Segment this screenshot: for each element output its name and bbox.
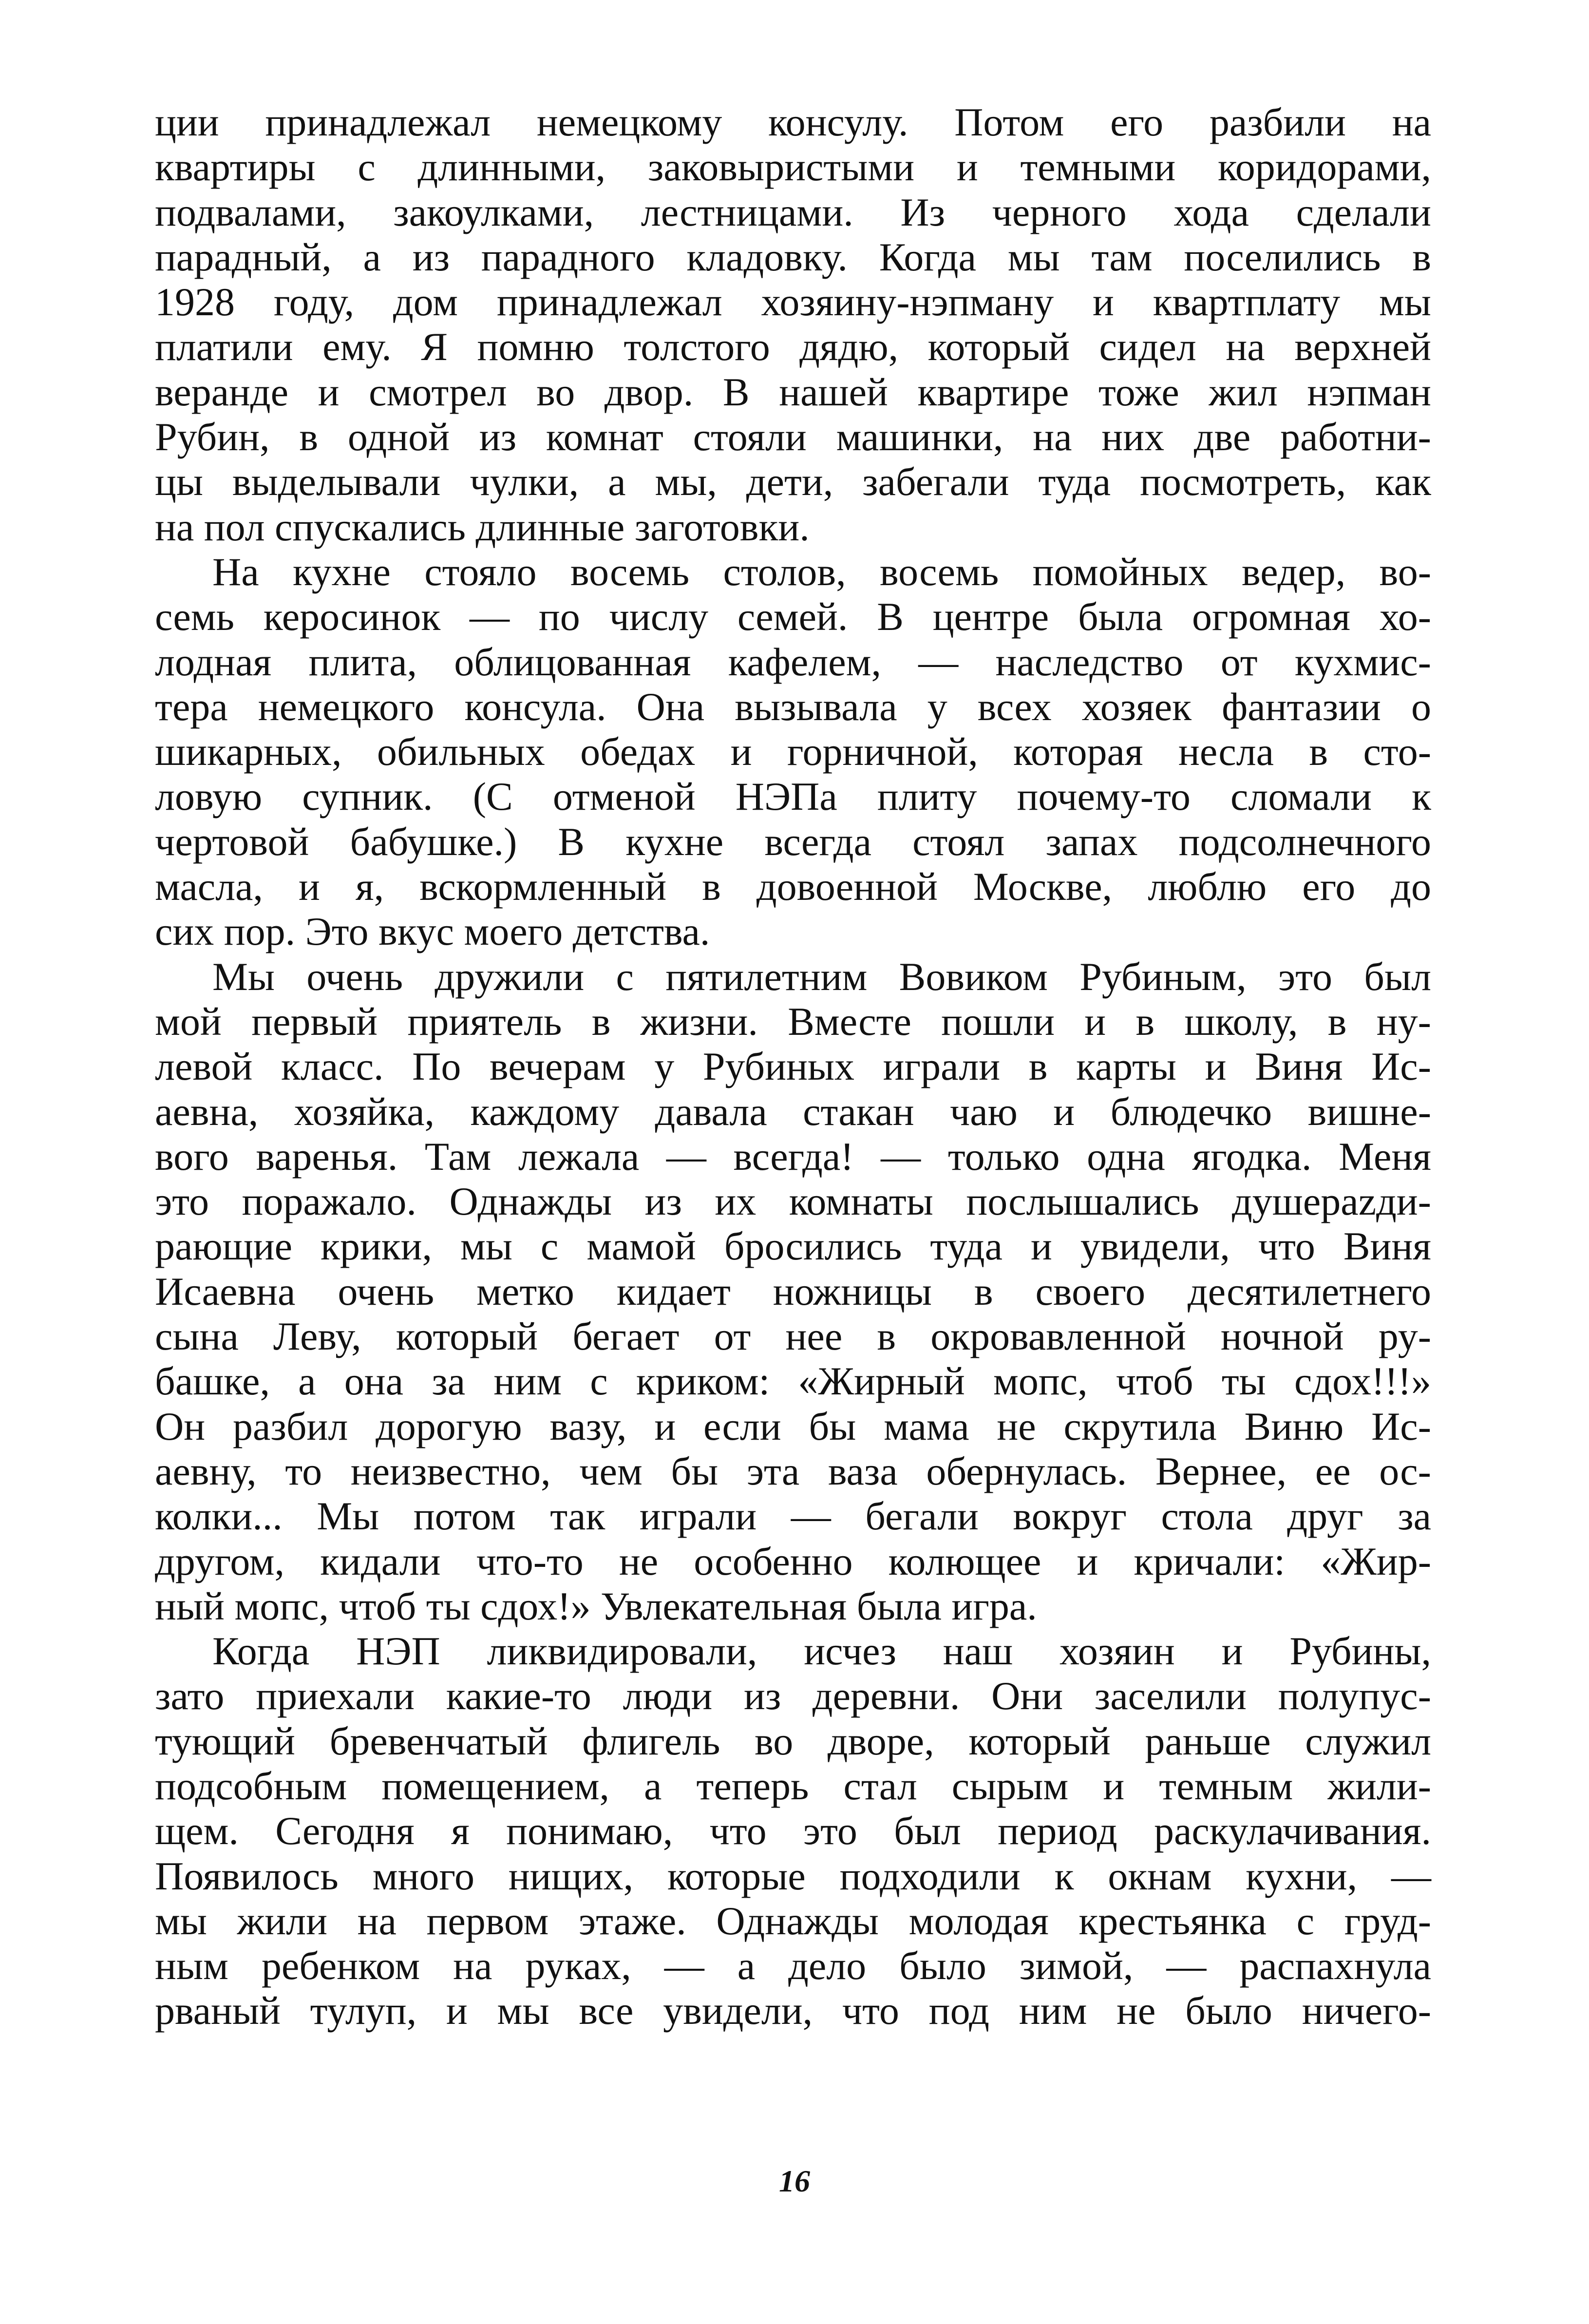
text-line: колки... Мы потом так играли — бегали вокруг стола друг за [155,1494,1431,1539]
text-line: аевна, хозяйка, каждому давала стакан чаю и блюдечко вишне- [155,1089,1431,1134]
page-number: 16 [779,2164,810,2198]
text-line: подсобным помещением, а теперь стал сырым и темным жили- [155,1763,1431,1808]
body-text [155,100,1431,2034]
text-line: шикарных, обильных обедах и горничной, которая несла в сто- [155,729,1431,774]
text-line: другом, кидали что-то не особенно колющее и кричали: «Жир- [155,1539,1431,1583]
text-line: Появилось много нищих, которые подходили к окнам кухни, — [155,1853,1431,1898]
text-line: тующий бревенчатый флигель во дворе, который раньше служил [155,1718,1431,1763]
text-line: это поражало. Однажды из их комнаты послышались душерazди- [155,1179,1431,1224]
text-line: Когда НЭП ликвидировали, исчез наш хозяин и Рубины, [212,1629,1431,1674]
text-line: квартиры с длинными, заковыристыми и темными коридорами, [155,145,1431,190]
text-line: На кухне стояло восемь столов, восемь помойных ведер, во- [212,549,1431,594]
text-line: парадный, а из парадного кладовку. Когда мы там поселились в [155,234,1431,279]
text-line: чертовой бабушке.) В кухне всегда стоял запах подсолнечного [155,819,1431,864]
text-line: мой первый приятель в жизни. Вместе пошли и в школу, в ну- [155,999,1431,1044]
text-line: сих пор. Это вкус моего детства. [155,909,710,954]
text-line: тера немецкого консула. Она вызывала у всех хозяек фантазии о [155,684,1431,729]
text-line: Рубин, в одной из комнат стояли машинки, на них две работни- [155,415,1431,459]
text-line: ный мопс, чтоб ты сдох!» Увлекательная была игра. [155,1583,1037,1628]
text-line: башке, а она за ним с криком: «Жирный мопс, чтоб ты сдох!!!» [155,1359,1431,1404]
text-line: рваный тулуп, и мы все увидели, что под ним не было ничего- [155,1988,1431,2033]
text-line: Он разбил дорогую вазу, и если бы мама не скрутила Виню Ис- [155,1404,1431,1448]
text-line: зато приехали какие-то люди из деревни. Они заселили полупус- [155,1674,1431,1718]
text-line: ции принадлежал немецкому консулу. Потом его разбили на [155,100,1431,144]
text-line: аевну, то неизвестно, чем бы эта ваза обернулась. Вернее, ее ос- [155,1448,1431,1493]
text-line: цы выделывали чулки, а мы, дети, забегали туда посмотреть, как [155,459,1431,504]
text-line: левой класс. По вечерам у Рубиных играли в карты и Виня Ис- [155,1044,1431,1089]
text-line: семь керосинок — по числу семей. В центре была огромная хо- [155,594,1431,639]
text-line: щем. Сегодня я понимаю, что это был период раскулачивания. [155,1809,1431,1853]
text-line: Исаевна очень метко кидает ножницы в своего десятилетнего [155,1269,1431,1314]
text-line: ловую супник. (С отменой НЭПа плиту почему-то сломали к [155,774,1431,819]
text-line: вого варенья. Там лежала — всегда! — только одна ягодка. Меня [155,1134,1431,1179]
text-line: рающие крики, мы с мамой бросились туда и увидели, что Виня [155,1224,1431,1269]
text-line: сына Леву, который бегает от нее в окровавленной ночной ру- [155,1314,1431,1359]
text-line: подвалами, закоулками, лестницами. Из черного хода сделали [155,190,1431,234]
text-line: мы жили на первом этаже. Однажды молодая крестьянка с груд- [155,1898,1431,1943]
text-line: веранде и смотрел во двор. В нашей квартире тоже жил нэпман [155,369,1431,414]
text-line: платили ему. Я помню толстого дядю, который сидел на верхней [155,324,1431,369]
text-line: Мы очень дружили с пятилетним Вовиком Рубиным, это был [212,954,1431,999]
text-line: лодная плита, облицованная кафелем, — наследство от кухмис- [155,639,1431,684]
text-line: 1928 году, дом принадлежал хозяину-нэпману и квартплату мы [155,280,1431,324]
text-line: на пол спускались длинные заготовки. [155,504,810,549]
text-line: масла, и я, вскормленный в довоенной Москве, люблю его до [155,864,1431,909]
text-line: ным ребенком на руках, — а дело было зимой, — распахнула [155,1943,1431,1988]
